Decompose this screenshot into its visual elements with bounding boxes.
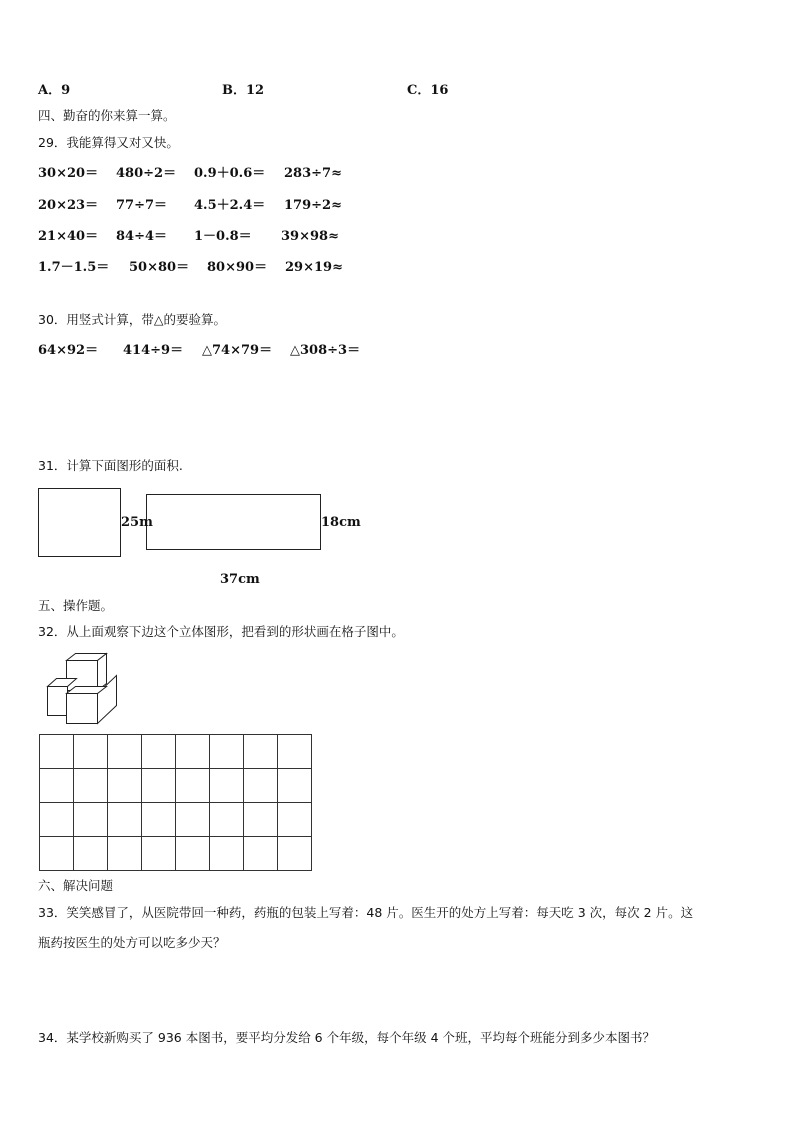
q29-r3c3: 1－0.8＝	[194, 229, 252, 244]
q29-r1c3: 0.9＋0.6＝	[194, 166, 266, 181]
q31-square	[39, 489, 121, 557]
q31-rectangle	[147, 495, 321, 550]
q31-title: 31．计算下面图形的面积.	[38, 458, 183, 473]
q33-line-2: 瓶药按医生的处方可以吃多少天？	[38, 935, 226, 950]
q29-r1c1: 30×20＝	[38, 166, 99, 181]
section4-title: 四、勤奋的你来算一算。	[38, 108, 176, 123]
section5-title: 五、操作题。	[38, 598, 114, 613]
q29-r4c2: 50×80＝	[129, 260, 190, 275]
q29-r2c2: 77÷7＝	[116, 198, 168, 213]
q28-option-b: B．12	[222, 83, 265, 98]
q29-r4c3: 80×90＝	[207, 260, 268, 275]
q29-r2c1: 20×23＝	[38, 198, 99, 213]
q30-item-1: 64×92＝	[38, 343, 99, 358]
q31-square-side-label: 25m	[121, 515, 153, 530]
q28-option-c: C．16	[407, 83, 449, 98]
q30-item-2: 414÷9＝	[123, 343, 184, 358]
q29-r1c2: 480÷2＝	[116, 166, 177, 181]
q29-r3c4: 39×98≈	[281, 229, 339, 244]
q29-r3c1: 21×40＝	[38, 229, 99, 244]
q32-answer-grid[interactable]	[0, 730, 300, 870]
q29-r3c2: 84÷4＝	[116, 229, 168, 244]
q31-shapes	[0, 480, 794, 560]
q29-r2c3: 4.5＋2.4＝	[194, 198, 266, 213]
q31-rect-width-label: 37cm	[220, 572, 260, 587]
q28-option-a: A．9	[38, 83, 71, 98]
q32-title: 32．从上面观察下边这个立体图形，把看到的形状画在格子图中。	[38, 624, 404, 639]
q29-r4c1: 1.7－1.5＝	[38, 260, 110, 275]
q29-r4c4: 29×19≈	[285, 260, 343, 275]
q29-r2c4: 179÷2≈	[284, 198, 342, 213]
q29-r1c4: 283÷7≈	[284, 166, 342, 181]
q30-item-4: △308÷3＝	[290, 343, 361, 358]
q29-title: 29．我能算得又对又快。	[38, 135, 179, 150]
q34-text: 34．某学校新购买了 936 本图书，要平均分发给 6 个年级，每个年级 4 个班，平均每个班能分到多少本图书？	[38, 1030, 656, 1045]
q31-rect-height-label: 18cm	[321, 515, 361, 530]
q30-title: 30．用竖式计算，带△的要验算。	[38, 312, 227, 327]
section6-title: 六、解决问题	[38, 878, 114, 893]
q33-line-1: 33．笑笑感冒了，从医院带回一种药，药瓶的包装上写着：48 片。医生开的处方上写着：每天吃 3 次，每次 2 片。这	[38, 905, 694, 920]
q32-cube-figure	[0, 650, 120, 730]
q30-item-3: △74×79＝	[202, 343, 273, 358]
